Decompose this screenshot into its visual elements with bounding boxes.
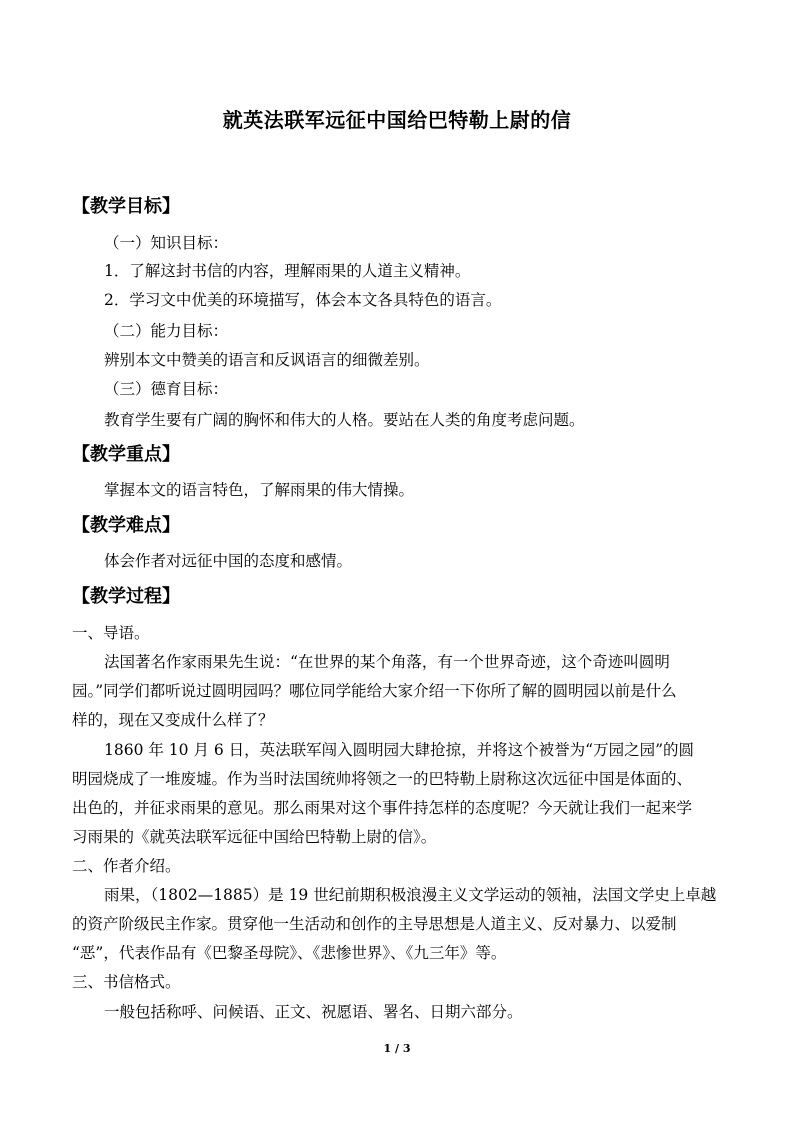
- section-heading-key: 【教学重点】: [72, 444, 180, 465]
- paragraph: 园。”同学们都听说过圆明园吗？哪位同学能给大家介绍一下你所了解的圆明园以前是什么: [72, 682, 677, 700]
- paragraph: 三、书信格式。: [72, 973, 181, 991]
- paragraph: 一般包括称呼、问候语、正文、祝愿语、署名、日期六部分。: [104, 1003, 523, 1021]
- paragraph: 教育学生要有广阔的胸怀和伟大的人格。要站在人类的角度考虑问题。: [104, 411, 585, 429]
- paragraph: （一）知识目标：: [104, 234, 229, 252]
- paragraph: 样的，现在又变成什么样了？: [72, 711, 274, 729]
- paragraph: 一、导语。: [72, 624, 150, 642]
- paragraph: “恶”，代表作品有《巴黎圣母院》、《悲惨世界》、《九三年》等。: [72, 944, 507, 962]
- paragraph: 掌握本文的语言特色，了解雨果的伟大情操。: [104, 481, 415, 499]
- paragraph: （三）德育目标：: [104, 380, 229, 398]
- paragraph: 2．学习文中优美的环境描写，体会本文各具特色的语言。: [104, 291, 502, 309]
- paragraph: 法国著名作家雨果先生说：“在世界的某个角落，有一个世界奇迹，这个奇迹叫圆明: [104, 653, 670, 671]
- paragraph: 出色的，并征求雨果的意见。那么雨果对这个事件持怎样的态度呢？今天就让我们一起来学: [72, 799, 693, 817]
- paragraph: （二）能力目标：: [104, 322, 229, 340]
- paragraph: 的资产阶级民主作家。贯穿他一生活动和创作的主导思想是人道主义、反对暴力、以爱制: [72, 915, 677, 933]
- paragraph: 辨别本文中赞美的语言和反讽语言的细微差别。: [104, 351, 430, 369]
- page-number: 1 / 3: [383, 1042, 411, 1055]
- paragraph: 1860 年 10 月 6 日，英法联军闯入圆明园大肆抢掠，并将这个被誉为“万园之园”的圆: [104, 741, 695, 759]
- section-heading-difficulty: 【教学难点】: [72, 515, 180, 536]
- paragraph: 二、作者介绍。: [72, 857, 181, 875]
- paragraph: 明园烧成了一堆废墟。作为当时法国统帅将领之一的巴特勒上尉称这次远征中国是体面的、: [72, 770, 693, 788]
- paragraph: 体会作者对远征中国的态度和感情。: [104, 552, 353, 570]
- paragraph: 习雨果的《就英法联军远征中国给巴特勒上尉的信》。: [72, 828, 437, 846]
- document-title: 就英法联军远征中国给巴特勒上尉的信: [222, 108, 572, 132]
- paragraph: 1．了解这封书信的内容，理解雨果的人道主义精神。: [104, 262, 471, 280]
- section-heading-goals: 【教学目标】: [72, 196, 180, 217]
- section-heading-process: 【教学过程】: [72, 586, 180, 607]
- paragraph: 雨果，（1802—1885）是 19 世纪前期积极浪漫主义文学运动的领袖，法国文学史上卓越: [104, 886, 717, 904]
